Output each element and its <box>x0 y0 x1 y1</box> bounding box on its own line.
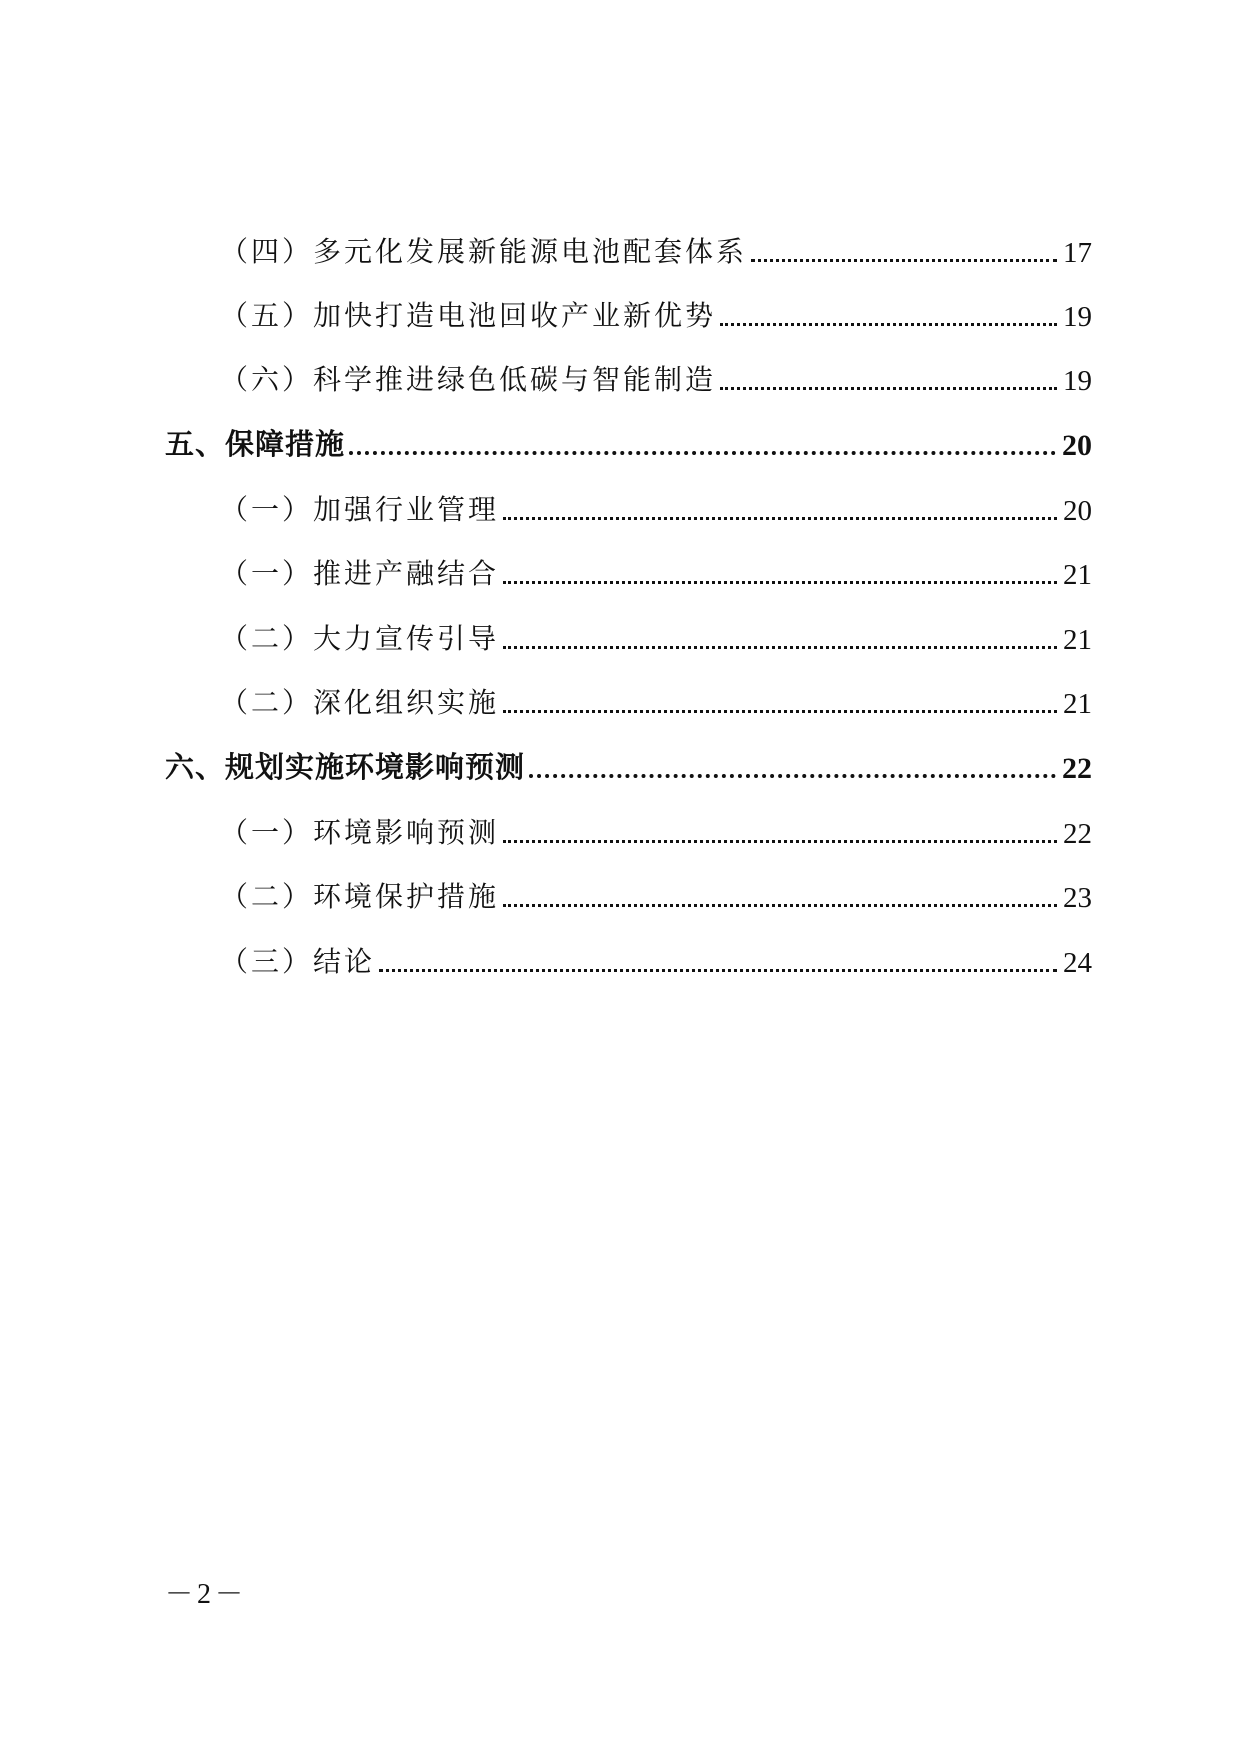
toc-entry-title: （三）结论 <box>220 945 376 978</box>
toc-entry-page: 23 <box>1063 882 1092 914</box>
toc-entry-title: （五）加快打造电池回收产业新优势 <box>220 299 717 332</box>
toc-section-page: 22 <box>1062 752 1092 785</box>
toc-entry-page: 22 <box>1063 818 1092 850</box>
toc-entry[interactable] <box>220 617 1092 657</box>
toc-entry-title: （二）环境保护措施 <box>220 880 500 913</box>
toc-entry-page: 19 <box>1063 301 1092 333</box>
toc-dot-leader <box>751 259 1057 262</box>
toc-dot-leader <box>720 387 1057 390</box>
toc-section-entry[interactable] <box>165 746 1092 786</box>
toc-entry-page: 17 <box>1063 237 1092 269</box>
toc-section-page: 20 <box>1062 429 1092 462</box>
toc-entry-title: （一）环境影响预测 <box>220 816 500 849</box>
toc-dot-leader <box>503 646 1057 649</box>
toc-dot-leader <box>379 969 1057 972</box>
toc-entry-page: 21 <box>1063 688 1092 720</box>
toc-entry-title: （六）科学推进绿色低碳与智能制造 <box>220 363 717 396</box>
toc-entry[interactable] <box>220 875 1092 915</box>
toc-entry[interactable] <box>220 294 1092 334</box>
toc-entry[interactable] <box>220 230 1092 270</box>
toc-dot-leader <box>529 774 1056 778</box>
toc-entry-title: （一）加强行业管理 <box>220 493 500 526</box>
toc-dot-leader <box>503 517 1057 520</box>
toc-entry-title: （二）深化组织实施 <box>220 686 500 719</box>
toc-entry[interactable] <box>220 488 1092 528</box>
toc-entry-page: 21 <box>1063 624 1092 656</box>
toc-entry-page: 19 <box>1063 365 1092 397</box>
toc-section-title: 五、保障措施 <box>165 427 346 461</box>
toc-section-title: 六、规划实施环境影响预测 <box>165 750 526 784</box>
toc-entry-page: 21 <box>1063 559 1092 591</box>
toc-entry[interactable] <box>220 552 1092 592</box>
toc-entry-title: （四）多元化发展新能源电池配套体系 <box>220 235 748 268</box>
toc-entry-page: 24 <box>1063 947 1092 979</box>
page-number: －2－ <box>165 1579 248 1610</box>
toc-entry-title: （二）大力宣传引导 <box>220 622 500 655</box>
toc-dot-leader <box>720 323 1057 326</box>
toc-dot-leader <box>503 840 1057 843</box>
toc-entry[interactable] <box>220 681 1092 721</box>
toc-entry-page: 20 <box>1063 495 1092 527</box>
toc-dot-leader <box>503 710 1057 713</box>
toc-dot-leader <box>349 451 1056 455</box>
toc-entry[interactable] <box>220 940 1092 980</box>
toc-entry-title: （一）推进产融结合 <box>220 557 500 590</box>
toc-entry[interactable] <box>220 811 1092 851</box>
toc-entry[interactable] <box>220 358 1092 398</box>
toc-dot-leader <box>503 581 1057 584</box>
toc-section-entry[interactable] <box>165 423 1092 463</box>
toc-dot-leader <box>503 904 1057 907</box>
